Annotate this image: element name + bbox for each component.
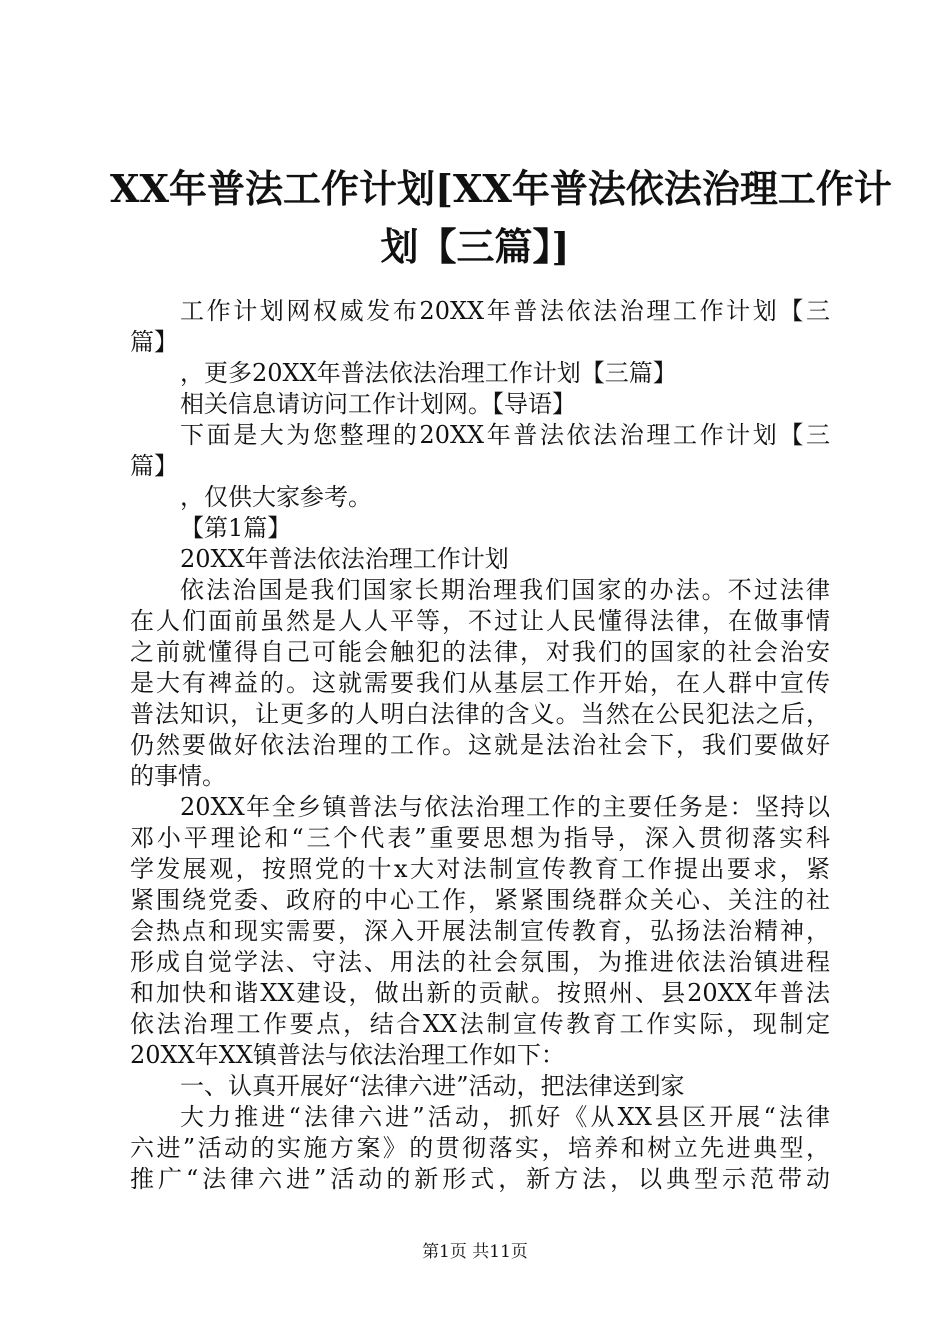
body-line: 的事情。 — [130, 762, 226, 790]
document-body — [130, 296, 830, 1195]
section-heading: 一、认真开展好“法律六进”活动，把法律送到家 — [180, 1072, 685, 1100]
body-line: 下面是大为您整理的20XX年普法依法治理工作计划【三 — [180, 421, 830, 449]
body-line: 大力推进“法律六进”活动，抓好《从XX县区开展“法律 — [180, 1103, 830, 1131]
body-line: ，更多20XX年普法依法治理工作计划【三篇】 — [180, 359, 677, 387]
body-line: 之前就懂得自己可能会触犯的法律，对我们的国家的社会治安 — [130, 638, 830, 666]
body-line: 学发展观，按照党的十x大对法制宣传教育工作提出要求，紧 — [130, 855, 830, 883]
body-line: 20XX年全乡镇普法与依法治理工作的主要任务是：坚持以 — [180, 793, 830, 821]
title-line-1: XX年普法工作计划[XX年普法依法治理工作计 — [110, 166, 892, 211]
body-line: 篇】 — [130, 452, 178, 480]
section-subtitle: 20XX年普法依法治理工作计划 — [180, 545, 509, 573]
body-line: 仍然要做好依法治理的工作。这就是法治社会下，我们要做好 — [130, 731, 830, 759]
page-footer: 第1页 共11页 — [422, 1242, 528, 1262]
body-line: 20XX年XX镇普法与依法治理工作如下： — [130, 1041, 565, 1069]
section-heading: 【第1篇】 — [180, 514, 292, 542]
body-line: 依法治理工作要点，结合XX法制宣传教育工作实际，现制定 — [130, 1010, 830, 1038]
body-line: 邓小平理论和“三个代表”重要思想为指导，深入贯彻落实科 — [130, 824, 830, 852]
body-line: 普法知识，让更多的人明白法律的含义。当然在公民犯法之后， — [130, 700, 830, 728]
body-line: 会热点和现实需要，深入开展法制宣传教育，弘扬法治精神， — [130, 917, 830, 945]
body-line: 工作计划网权威发布20XX年普法依法治理工作计划【三 — [180, 297, 830, 325]
body-line: ，仅供大家参考。 — [180, 483, 372, 511]
body-line: 六进”活动的实施方案》的贯彻落实，培养和树立先进典型， — [130, 1134, 830, 1162]
body-line: 是大有裨益的。这就需要我们从基层工作开始，在人群中宣传 — [130, 669, 830, 697]
body-line: 紧围绕党委、政府的中心工作，紧紧围绕群众关心、关注的社 — [130, 886, 830, 914]
body-line: 和加快和谐XX建设，做出新的贡献。按照州、县20XX年普法 — [130, 979, 830, 1007]
document-title — [110, 160, 892, 276]
title-line-2: 划【三篇】] — [380, 224, 570, 269]
body-line: 依法治国是我们国家长期治理我们国家的办法。不过法律 — [180, 576, 830, 604]
body-line: 推广“法律六进”活动的新形式，新方法，以典型示范带动 — [130, 1165, 830, 1193]
body-line: 篇】 — [130, 328, 178, 356]
body-line: 形成自觉学法、守法、用法的社会氛围，为推进依法治镇进程 — [130, 948, 830, 976]
body-line: 相关信息请访问工作计划网。【导语】 — [180, 390, 576, 418]
body-line: 在人们面前虽然是人人平等，不过让人民懂得法律，在做事情 — [130, 607, 830, 635]
